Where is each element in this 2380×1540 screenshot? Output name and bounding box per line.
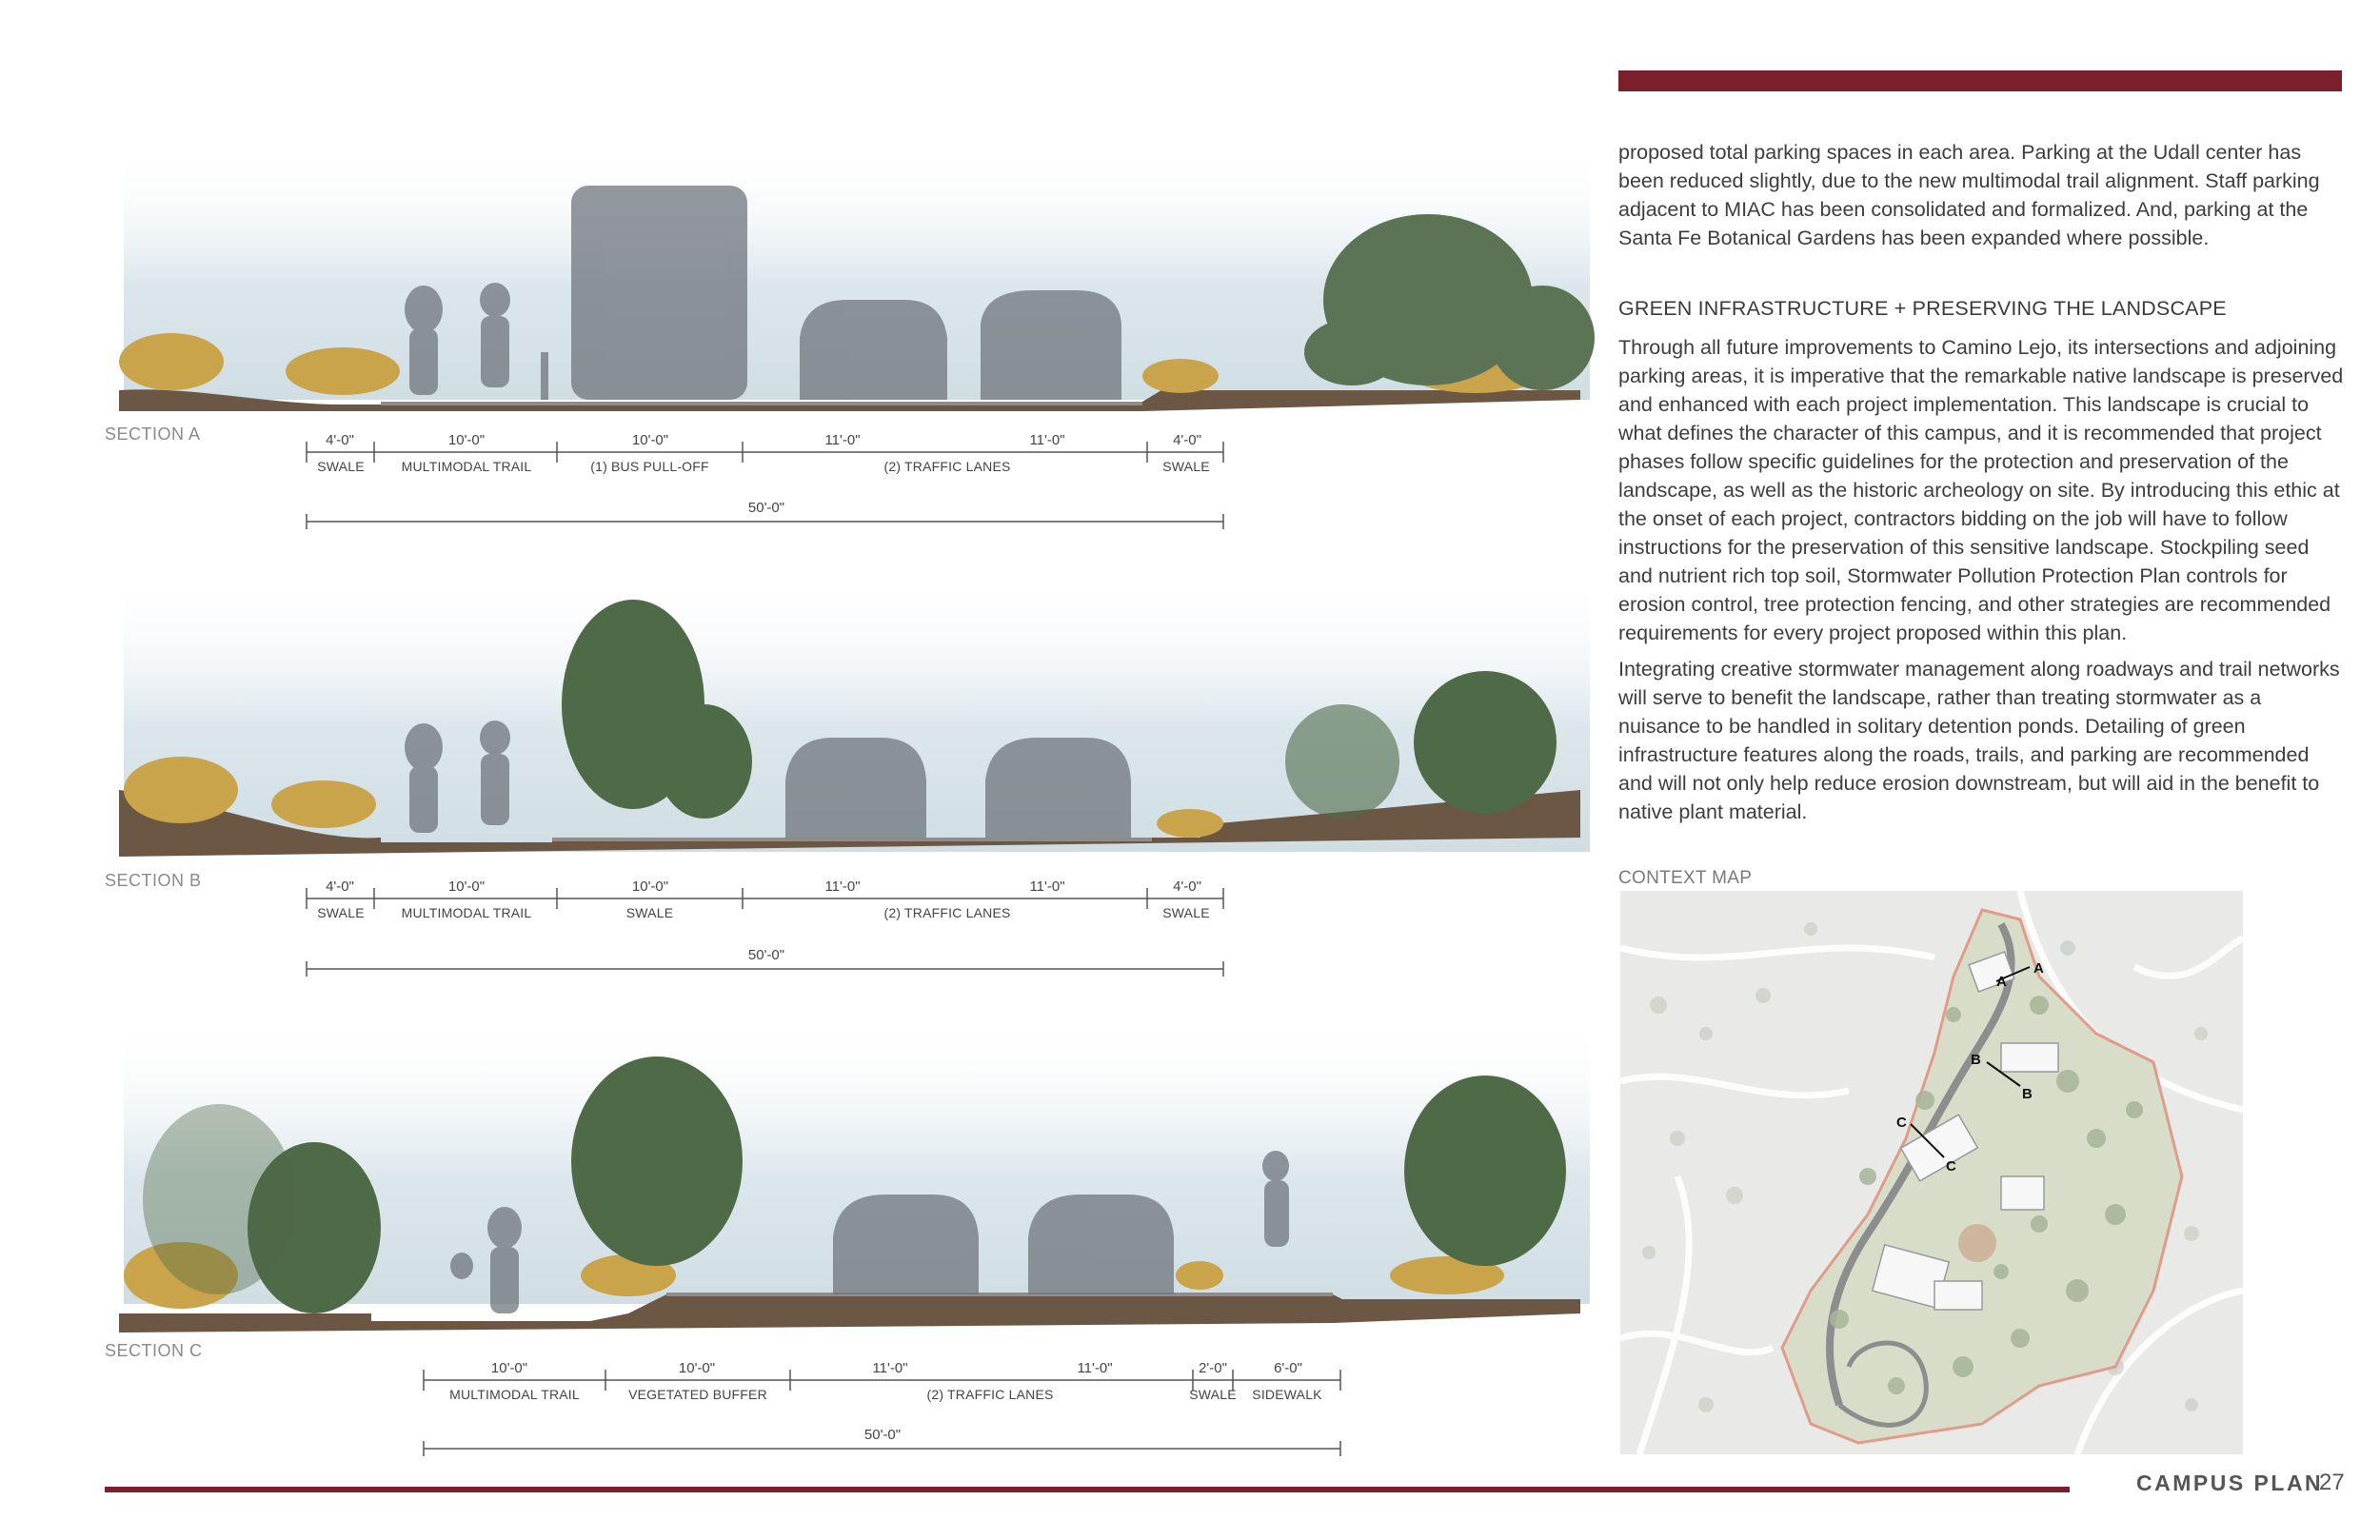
section-c-name-2: VEGETATED BUFFER [628,1387,767,1402]
section-a-dim-5: 11'-0" [1029,432,1065,448]
section-a-label: SECTION A [105,424,201,444]
section-b-dim-2: 10'-0" [447,879,486,895]
section-c-name-1: MULTIMODAL TRAIL [449,1387,580,1402]
section-b-dim-4: 11'-0" [824,879,861,895]
section-b-label: SECTION B [105,871,202,890]
section-c-total: 50'-0" [863,1427,902,1443]
section-b-dim-3: 10'-0" [631,879,669,895]
map-marker-c1: C [1896,1115,1907,1131]
context-map-graphic [1620,891,2243,1454]
section-c-label: SECTION C [105,1341,203,1360]
section-b-total: 50'-0" [747,947,785,963]
section-c-dim-6: 6'-0" [1274,1360,1302,1376]
map-marker-b2: B [2022,1086,2033,1102]
section-a-dim-6: 4'-0" [1173,432,1201,448]
section-a-dim-3: 10'-0" [631,432,669,448]
context-map-label: CONTEXT MAP [1618,868,1753,888]
intro-text-block [1618,138,2348,264]
section-a-name-1: SWALE [317,459,365,474]
paragraph-landscape: Through all future improvements to Camino Lejo, its intersections and adjoining parking areas, it is imperative that the remarkable native landscape is preserved and enhanced with each project implementation. This landscape is crucial to what defines the character of this campus, and it is recommended that project phases follow specific guidelines for the protection and preservation of the landscape, as well as the historic archeology on site. By introducing this ethic at the onset of each project, contractors bidding on the job will have to follow instructions for the preservation of this sensitive landscape. Stockpiling seed and nutrient rich top soil, Stormwater Pollution Protection Plan controls for erosion control, tree protection fencing, and other strategies are recommended requirements for every project proposed within this plan. [1618,336,2344,644]
section-a-name-5: SWALE [1162,459,1210,474]
page-number: 27 [2319,1470,2345,1495]
map-marker-a1: A [1996,974,2007,990]
section-b-dim-5: 11'-0" [1029,879,1065,895]
section-c-dim-5: 2'-0" [1199,1360,1227,1376]
section-c-name-4: SWALE [1189,1387,1237,1402]
section-a-name-4: (2) TRAFFIC LANES [883,459,1011,474]
section-b-name-5: SWALE [1162,905,1210,920]
section-b-name-2: MULTIMODAL TRAIL [401,905,532,920]
map-marker-c2: C [1946,1158,1956,1175]
context-map [1620,891,2243,1454]
paragraph-stormwater: Integrating creative stormwater management along roadways and trail networks will serve to benefit the landscape, rather than treating stormwater as a nuisance to be handled in solitary detention ponds. Detailing of green infrastructure features along the roads, trails, and parking are recommended and will not only help reduce erosion downstream, but will aid in the benefit to native plant material. [1618,658,2340,823]
section-b-dim-6: 4'-0" [1173,879,1201,895]
section-c-dim-1: 10'-0" [490,1360,528,1376]
section-c-dim-3: 11'-0" [872,1360,908,1376]
section-heading: GREEN INFRASTRUCTURE + PRESERVING THE LANDSCAPE [1618,297,2227,320]
section-a-dim-2: 10'-0" [447,432,486,448]
section-a-total: 50'-0" [747,500,785,516]
paragraph-parking: proposed total parking spaces in each area. Parking at the Udall center has been reduced slightly, due to the new multimodal trail alignment. Staff parking adjacent to MIAC has been consolidated and formalized. And, parking at the Santa Fe Botanical Gardens has been expanded where possible. [1618,141,2320,249]
map-marker-a2: A [2033,960,2044,977]
section-a-name-2: MULTIMODAL TRAIL [401,459,532,474]
section-a-dim-1: 4'-0" [326,432,354,448]
body-text-block [1618,333,2348,834]
footer-title: CAMPUS PLAN [2136,1471,2324,1495]
section-b-name-1: SWALE [317,905,365,920]
section-a-dim-4: 11'-0" [824,432,861,448]
section-c-dim-2: 10'-0" [678,1360,716,1376]
section-c-dim-4: 11'-0" [1077,1360,1113,1376]
section-b-name-3: SWALE [625,905,674,920]
footer-rule [105,1487,2070,1492]
section-c-name-3: (2) TRAFFIC LANES [926,1387,1054,1402]
header-bar [1618,70,2342,91]
section-b-dim-1: 4'-0" [326,879,354,895]
section-c-name-5: SIDEWALK [1252,1387,1322,1402]
section-a-name-3: (1) BUS PULL-OFF [590,459,709,474]
map-marker-b1: B [1971,1052,1981,1068]
section-b-name-4: (2) TRAFFIC LANES [883,905,1011,920]
